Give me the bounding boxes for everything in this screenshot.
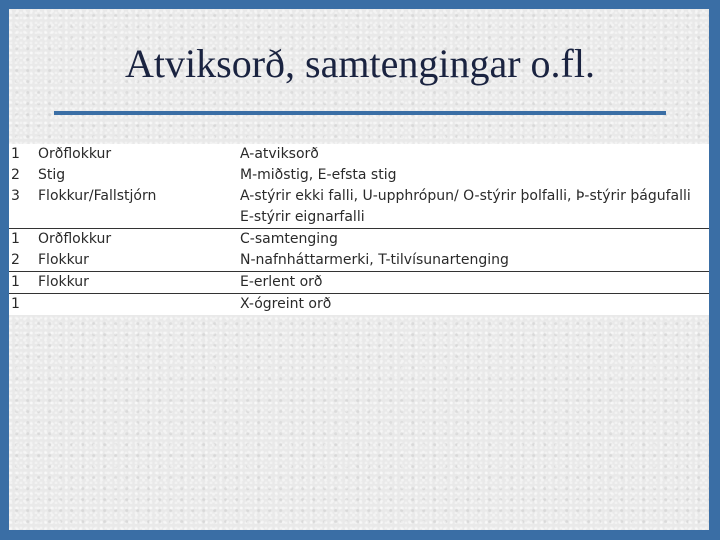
row-number: 2 bbox=[11, 252, 20, 268]
row-category: Flokkur bbox=[38, 252, 89, 268]
table-row bbox=[9, 165, 709, 186]
row-number: 1 bbox=[11, 296, 20, 312]
row-number: 1 bbox=[11, 274, 20, 290]
table-group-adverb bbox=[9, 144, 709, 229]
row-value: E-stýrir eignarfalli bbox=[240, 209, 365, 225]
table-group-foreign bbox=[9, 272, 709, 294]
table-row bbox=[9, 294, 709, 315]
row-category: Flokkur/Fallstjórn bbox=[38, 188, 157, 204]
slide-title: Atviksorð, samtengingar o.fl. bbox=[125, 41, 595, 86]
row-number: 1 bbox=[11, 146, 20, 162]
row-value: A-atviksorð bbox=[240, 146, 319, 162]
table-group-unclassified bbox=[9, 294, 709, 315]
row-category bbox=[38, 294, 240, 315]
row-category: Orðflokkur bbox=[38, 146, 112, 162]
row-value: N-nafnháttarmerki, T-tilvísunartenging bbox=[240, 252, 509, 268]
title-underline bbox=[54, 111, 666, 115]
row-number: 1 bbox=[11, 231, 20, 247]
row-category bbox=[38, 207, 240, 228]
table-row bbox=[9, 207, 709, 228]
table-group-conjunction bbox=[9, 229, 709, 272]
row-category: Orðflokkur bbox=[38, 231, 112, 247]
row-value: M-miðstig, E-efsta stig bbox=[240, 167, 397, 183]
table-row bbox=[9, 144, 709, 165]
row-category: Stig bbox=[38, 167, 66, 183]
row-number: 3 bbox=[11, 188, 20, 204]
row-category: Flokkur bbox=[38, 274, 89, 290]
row-value: E-erlent orð bbox=[240, 274, 323, 290]
row-number bbox=[9, 207, 38, 228]
row-value: A-stýrir ekki falli, U-upphrópun/ O-stýrir þolfalli, Þ-stýrir þágufalli bbox=[240, 188, 691, 204]
table-row bbox=[9, 186, 709, 207]
tag-table bbox=[9, 144, 709, 315]
table-row bbox=[9, 250, 709, 271]
row-value: C-samtenging bbox=[240, 231, 338, 247]
table-row bbox=[9, 229, 709, 250]
row-value: X-ógreint orð bbox=[240, 296, 332, 312]
table-row bbox=[9, 272, 709, 293]
row-number: 2 bbox=[11, 167, 20, 183]
